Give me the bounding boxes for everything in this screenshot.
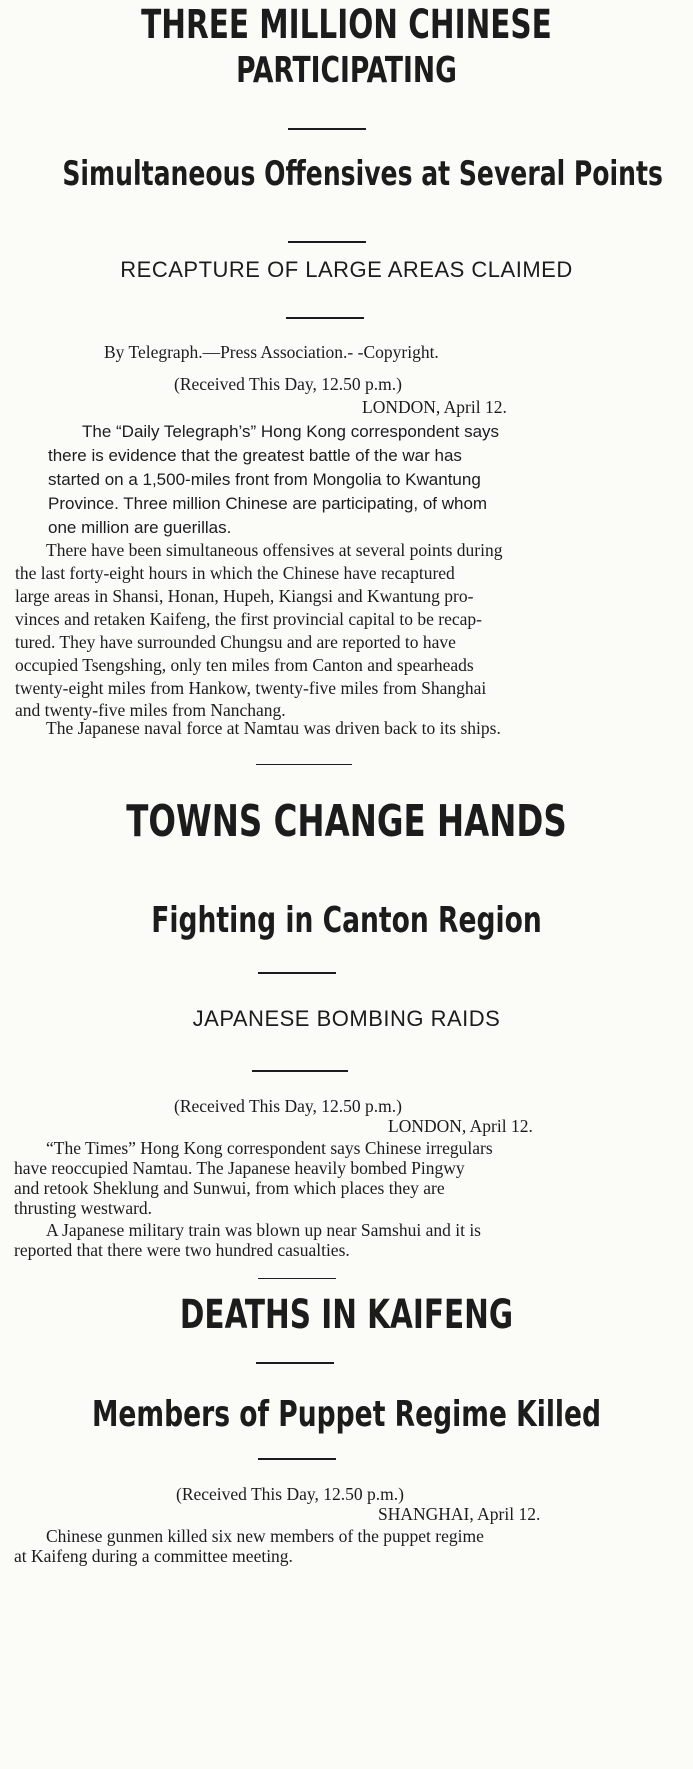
paragraph-line: tured. They have surrounded Chungsu and are reported to have bbox=[15, 632, 456, 652]
paragraph-line: and twenty-five miles from Nanchang. bbox=[15, 700, 286, 720]
paragraph-line: Province. Three million Chinese are participating, of whom bbox=[48, 494, 488, 513]
divider bbox=[256, 1362, 334, 1364]
dateline: LONDON, April 12. bbox=[388, 1116, 533, 1136]
headline-towns-change-hands: TOWNS CHANGE HANDS bbox=[126, 796, 567, 847]
paragraph-line: The “Daily Telegraph’s” Hong Kong correspondent says bbox=[82, 422, 500, 441]
divider bbox=[288, 128, 366, 130]
divider bbox=[258, 1458, 336, 1460]
paragraph-line: started on a 1,500-miles front from Mongolia to Kwantung bbox=[48, 470, 481, 489]
received-time: (Received This Day, 12.50 p.m.) bbox=[174, 374, 402, 394]
paragraph-line: vinces and retaken Kaifeng, the first provincial capital to be recap- bbox=[15, 609, 482, 629]
headline-deaths-in-kaifeng: DEATHS IN KAIFENG bbox=[179, 1292, 514, 1338]
paragraph-line: twenty-eight miles from Hankow, twenty-five miles from Shanghai bbox=[15, 678, 487, 698]
subheadline-puppet-regime: Members of Puppet Regime Killed bbox=[91, 1394, 602, 1435]
headline-participating: PARTICIPATING bbox=[236, 50, 457, 91]
paragraph-line: thrusting westward. bbox=[14, 1198, 153, 1218]
divider bbox=[288, 241, 366, 243]
paragraph-line: large areas in Shansi, Honan, Hupeh, Kiangsi and Kwantung pro- bbox=[15, 586, 474, 606]
paragraph-line: Chinese gunmen killed six new members of the puppet regime bbox=[46, 1526, 484, 1546]
received-time: (Received This Day, 12.50 p.m.) bbox=[174, 1096, 402, 1116]
kicker-bombing-raids: JAPANESE BOMBING RAIDS bbox=[192, 1006, 501, 1031]
dateline: SHANGHAI, April 12. bbox=[378, 1504, 541, 1524]
headline-three-million: THREE MILLION CHINESE bbox=[141, 2, 552, 48]
paragraph-line: there is evidence that the greatest battle of the war has bbox=[48, 446, 462, 465]
kicker-recapture: RECAPTURE OF LARGE AREAS CLAIMED bbox=[120, 257, 573, 282]
divider bbox=[258, 972, 336, 974]
paragraph-line: occupied Tsengshing, only ten miles from Canton and spearheads bbox=[15, 655, 474, 675]
paragraph-line: have reoccupied Namtau. The Japanese heavily bombed Pingwy bbox=[14, 1158, 465, 1178]
paragraph-line: “The Times” Hong Kong correspondent says Chinese irregulars bbox=[46, 1138, 493, 1158]
divider bbox=[252, 1070, 348, 1072]
dateline: LONDON, April 12. bbox=[362, 397, 507, 417]
byline: By Telegraph.—Press Association.- -Copyright. bbox=[104, 342, 439, 362]
divider bbox=[286, 317, 364, 319]
paragraph-line: at Kaifeng during a committee meeting. bbox=[14, 1546, 293, 1566]
divider bbox=[256, 764, 352, 765]
paragraph-line: the last forty-eight hours in which the Chinese have recaptured bbox=[15, 563, 455, 583]
divider bbox=[258, 1278, 336, 1279]
paragraph-line: one million are guerillas. bbox=[48, 518, 232, 537]
subheadline-simultaneous-offensives: Simultaneous Offensives at Several Points bbox=[62, 154, 663, 194]
paragraph-line: reported that there were two hundred casualties. bbox=[14, 1240, 350, 1260]
paragraph-line: The Japanese naval force at Namtau was driven back to its ships. bbox=[46, 718, 501, 738]
paragraph-line: There have been simultaneous offensives at several points during bbox=[46, 540, 503, 560]
paragraph-line: and retook Sheklung and Sunwui, from which places they are bbox=[14, 1178, 445, 1198]
subheadline-canton-region: Fighting in Canton Region bbox=[151, 900, 542, 941]
received-time: (Received This Day, 12.50 p.m.) bbox=[176, 1484, 404, 1504]
paragraph-line: A Japanese military train was blown up near Samshui and it is bbox=[46, 1220, 481, 1240]
